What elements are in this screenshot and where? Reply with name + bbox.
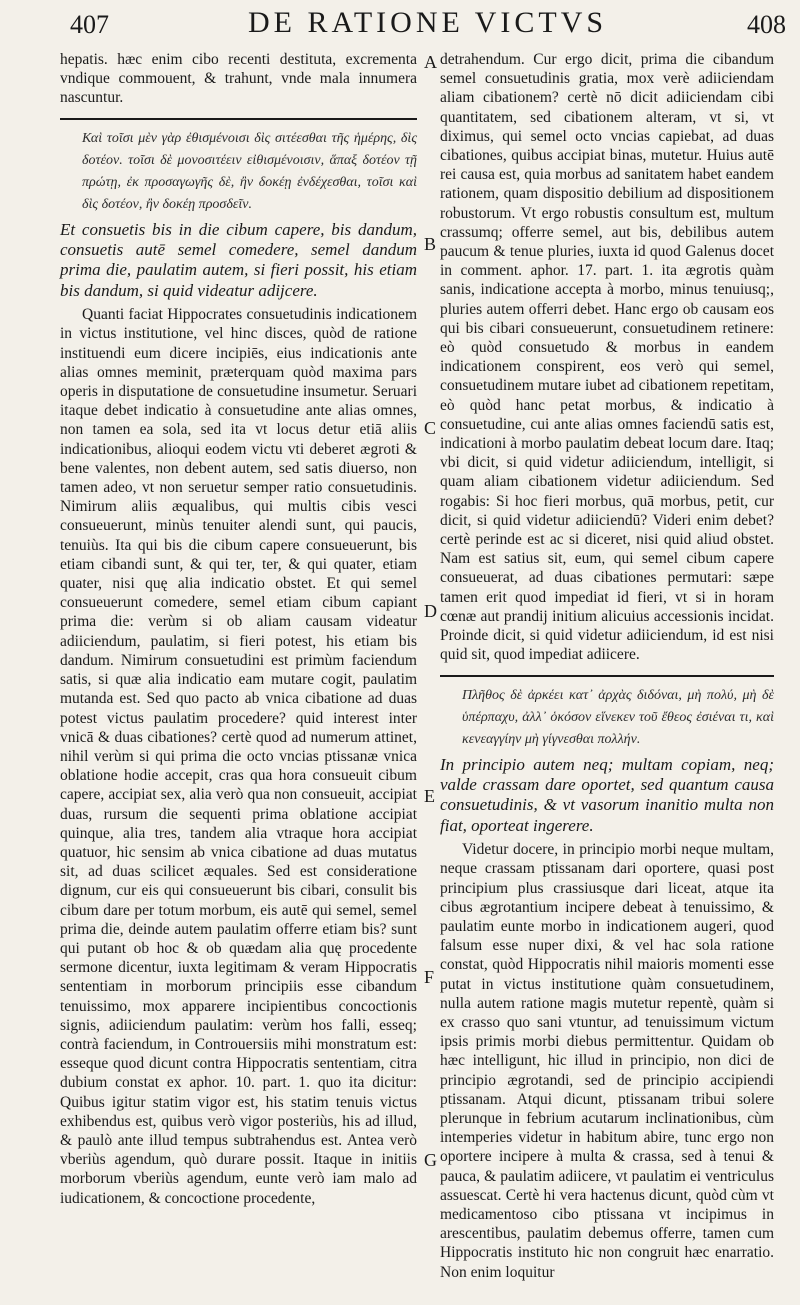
left-top-text: hepatis. hæc enim cibo recenti destituta, excrementa vndique commouent, & trahunt, vnde mala innumera nascuntur. bbox=[60, 51, 417, 107]
right-greek-text: Πλῆθος δὲ ἀρκέει κατ᾽ ἀρχὰς διδόναι, μὴ πολύ, μὴ δὲ ὑπέρπαχυ, ἀλλ᾽ ὁκόσον εἵνεκεν τοῦ ἔθεος ἐσιέναι τι, καὶ κενεαγγίην μὴ γίγνεσθαι πολλήν. bbox=[462, 687, 774, 747]
page-number-left: 407 bbox=[70, 10, 109, 39]
margin-letter-a: A bbox=[424, 52, 437, 72]
left-latin-translation: Et consuetis bis in die cibum capere, bis dandum, consuetis autē semel comedere, semel dandum prima die, paulatim autem, si fieri possit, his etiam bis dandum, si quid videatur adijcere. bbox=[60, 219, 417, 300]
margin-letter-e: E bbox=[424, 786, 435, 806]
right-commentary: Videtur docere, in principio morbi neque multam, neque crassam ptissanam dari oportere, quasi post principium plus crassiusque dari liceat, atque ita cibus ægrotantium incipere debeat à tenuissimo, & paulatim eunte morbo in indicationem augeri, quod falsum esse nuper dixi, & vel hac sola ratione constat, quòd Hippocratis nihil maioris momenti esse putat in victus institutione quàm consuetudinem, nulla autem ratione magis mutetur repentè, quàm si ex crasso quo sani vtuntur, ad tenuissimum victum ipsis primis morbi diebus permittentur. Quidam ob hæc intelligunt, hic illud in principio, non dici de principio ægrotandi, sed de principio accipiendi ptissanam. Atqui dicunt, ptissanam tribui solere plerunque in febrium acutarum inclinationibus, cùm intemperies videtur in habitum abire, tunc ergo non oportere incipere à multa & crassa, sed à tenui & pauca, & paulatim adiicere, vt paulatim ei ventriculus assuescat. Certè hi vera hactenus dicunt, quòd cùm vt medicamentoso cibo ptissana vt incipimus in arescentibus, paulatim debemus offerre, tamen cum Hippocratis instituto hic non congruit hæc enarratio. Non enim loquitur bbox=[440, 841, 774, 1281]
margin-letter-d: D bbox=[424, 601, 437, 621]
left-commentary: Quanti faciat Hippocrates consuetudinis indicationem in victus institutione, vel hinc disces, quòd de ratione instituendi eum dicere incipiēs, eius indicationis ante alias omnes meminit, præterquam quòd maxima pars operis in disputatione de consuetudine insumetur. Seruari itaque debet indicatio à consuetudine ante alias omnes, non tamen ea sola, sed ita vt locus detur etiā aliis indicationibus, alioqui eodem victu vti deberet ægroti & bene valentes, non debent autem, sed satis diuerso, non tamen adeo, vt non seruetur semper ratio consuetudinis. Nimirum aliis æqualibus, qui multis cibis vesci consueuerunt, minùs tenuiter alendi sunt, qui paucis, tenuiùs. Ita qui bis die cibum capere consueuerunt, bis etiam cibandi sunt, & qui ter, ter, & qui quater, etiam quater, nisi quę alia indicatio obstet. Et qui semel consueuerunt comedere, semel etiam cibum capiant prima die: verùm si ob aliam causam videatur adiiciendum, paulatim, si fieri potest, his etiam bis dandum. Nimirum consuetudini est primùm faciendum satis, si quæ alia indicatio eam mutare cogit, paulatim mutanda est. Sed quo pacto ab vnica cibatione ad duas potest victus paulatim procedere? quid interest inter vnicā & duas cibationes? certè quod ad numerum attinet, nihil verùm si qui prima die octo vncias ptissanæ vnica oblatione hodie accepit, cras qua hora consueuit cibum capere, accipiat sex, alia verò qua non consueuit, accipiat duas, rursum die sequenti prima oblatione accipiat quinque, alia tres, tandem alia vtraque hora accipiat quatuor, hic sensim ab vnica cibatione ad duas mutatus sit, ad duas scilicet æquales. Sed est consideratione dignum, cur eis qui consueuerunt bis cibari, consulit bis cibum dare per totum morbum, eis autē qui semel, semel prima die, deinde autem paulatim offerre etiam bis? sunt qui putant ob hoc & ob quædam alia quę procedente sermone dicentur, iuxta legitimam & veram Hippocratis sententiam in morborum principiis esse cibandum tenuissimo, mox apparere incipientibus concoctionis signis, adiiciendum paulatim: verùm hos falli, esseq; contrà faciendum, in Controuersiis mihi monstratum est: esseque quod dicunt contra Hippocratis sententiam, citra dubium constat ex aphor. 10. part. 1. quo ita dicitur: Quibus igitur statim vigor est, his statim tenuis victus exhibendus est, quibus verò vigor posteriùs, his ad illud, & paulò ante illud tempus subtrahendus est. Antea verò vberiùs agendum, quò durare possit. Itaque in initiis morborum vberiùs agendum, eunte verò iam malo ad iudicationem, & concoctione procedente, bbox=[60, 306, 417, 1207]
margin-letter-f: F bbox=[424, 967, 435, 987]
right-latin-translation: In principio autem neq; multam copiam, neq; valde crassam dare oportet, sed quantum causa consuetudinis, & vt vasorum inanitio multa non fiat, oporteat ingerere. bbox=[440, 754, 774, 835]
left-greek-text: Καὶ τοῖσι μὲν γὰρ ἐθισμένοισι δὶς σιτέεσθαι τῆς ἡμέρης, δὶς δοτέον. τοῖσι δὲ μονοσιτέειν εἰθισμένοισιν, ἅπαξ δοτέον τῇ πρώτῃ, ἐκ προσαγωγῆς δὲ, ἢν δοκέῃ ἐνδέχεσθαι, τοῖσι καὶ δὶς δοτέον, ἢν δοκέῃ προσδεῖν. bbox=[82, 130, 417, 212]
running-header bbox=[0, 6, 800, 44]
page-number-right: 408 bbox=[747, 10, 786, 39]
running-title: DE RATIONE VICTVS bbox=[248, 6, 608, 39]
margin-letter-g: G bbox=[424, 1150, 437, 1170]
right-commentary-continued: detrahendum. Cur ergo dicit, prima die cibandum semel consuetudinis gratia, mox verè adiiciendam aliam cibationem? certè nō dicit adiiciendam cibi quantitatem, sed cibationem alteram, vt si, vt diximus, qui semel octo vncias capiebat, ad duas cibationes, quibus accipiat binas, mutetur. Huius autē rei causa est, quia morbus ad sanitatem habet eandem rationem, quam dispositio debilium ad dispositionem robustorum. Vt ergo robustis consultum est, multum crassumq; offerre semel, aut bis, debilibus autem paucum & tenue pluries, iuxta id quod Galenus docet in comment. aphor. 17. part. 1. ita ægrotis quàm sanis, indicatione accepta à morbo, minus tenuiusq;, pluries autem offerri debet. Hanc ergo ob causam eos qui bis cibari consueuerunt, consuetudinem retinere: eò quòd consuetudo & morbus in eandem indicationem conspirent, eos verò qui semel, consuetudinem mutare iubet ad cibationem repetitam, eò quòd hanc petat morbus, & indicatio à consuetudine, cui ante alias omnes faciendū satis est, indicationi à morbo paulatim debeat locum dare. Itaq; vbi dicit, si quid videtur adiiciendum, intelligit, si quam aliam cibationem videtur adiiciendum. Sed rogabis: Si hoc fieri morbus, quā morbus, petit, cur dicit, si quid videtur adiiciendū? Videri enim debet? certè perinde est ac si diceret, nisi quid aliud obstet. Nam est satius sit, eum, qui semel cibum capere consueuerat, ad duas cibationes permutari: sæpe tamen erit quod impediat id fieri, vt si in horam cœnæ aut prandij initium alicuius accessionis incidat. Proinde dicit, si quid videtur adiiciendum, id est nisi quid sit, quod impediat adiicere. bbox=[440, 51, 774, 664]
margin-letter-b: B bbox=[424, 234, 437, 254]
left-column bbox=[60, 50, 417, 1208]
right-column bbox=[440, 50, 774, 1282]
section-rule-right bbox=[440, 675, 774, 677]
margin-letter-c: C bbox=[424, 418, 437, 438]
section-rule-left bbox=[60, 118, 417, 120]
